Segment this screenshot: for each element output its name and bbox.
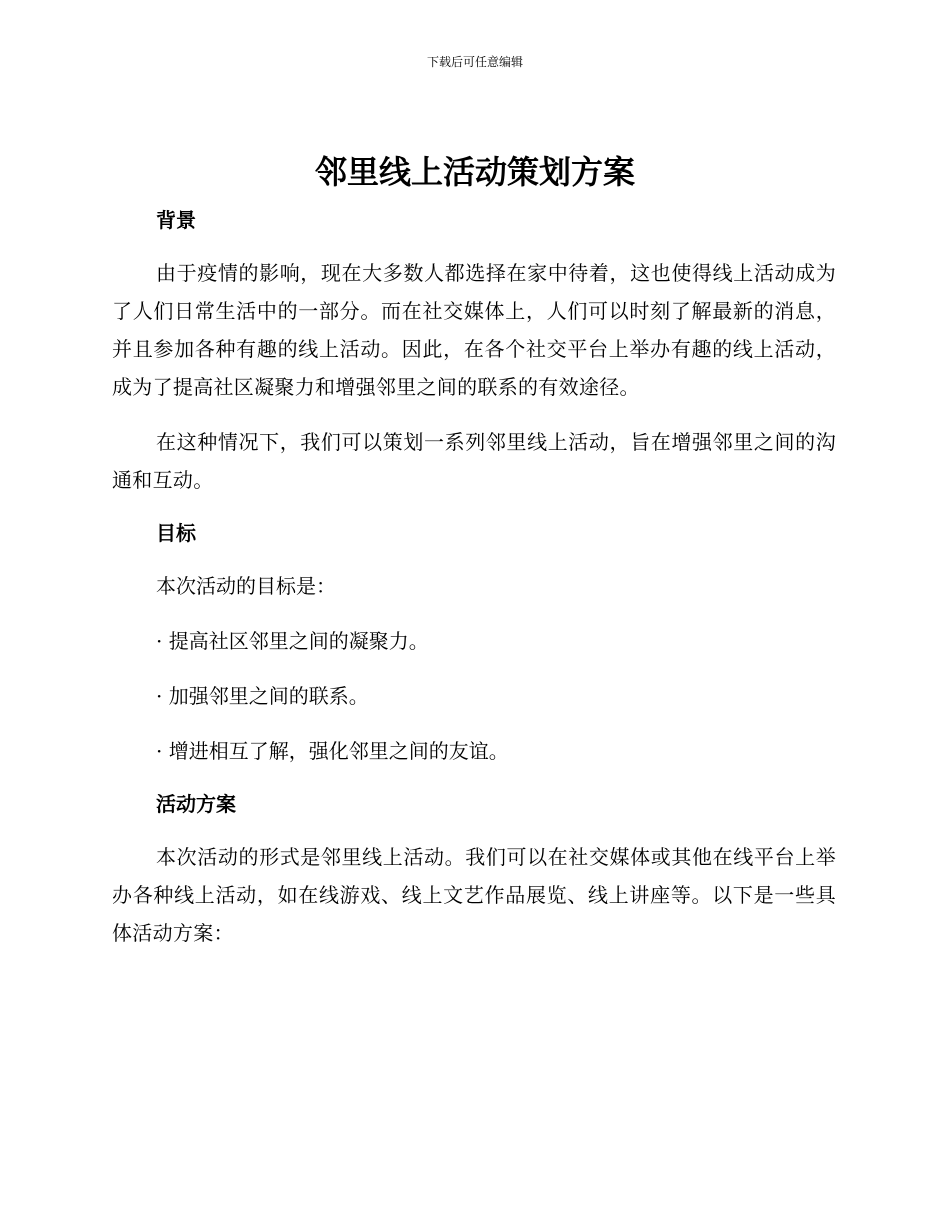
goal-item-3: · 增进相互了解，强化邻里之间的友谊。 — [156, 739, 509, 763]
goals-intro: 本次活动的目标是： — [156, 574, 336, 598]
background-paragraph-1: 由于疫情的影响，现在大多数人都选择在家中待着，这也使得线上活动成为了人们日常生活中的一部分。而在社交媒体上，人们可以时刻了解最新的消息，并且参加各种有趣的线上活动。因此，在各个社交平台上举办有趣的线上活动，成为了提高社区凝聚力和增强邻里之间的联系的有效途径。 — [112, 261, 836, 399]
plan-paragraph-1: 本次活动的形式是邻里线上活动。我们可以在社交媒体或其他在线平台上举办各种线上活动，如在线游戏、线上文艺作品展览、线上讲座等。以下是一些具体活动方案： — [112, 845, 836, 945]
page-title: 邻里线上活动策划方案 — [314, 153, 635, 191]
goal-item-1: · 提高社区邻里之间的凝聚力。 — [156, 629, 429, 653]
header-note: 下载后可任意编辑 — [426, 55, 523, 69]
section-heading-plan: 活动方案 — [156, 792, 236, 816]
section-heading-background: 背景 — [156, 208, 196, 232]
section-heading-goals: 目标 — [156, 521, 196, 545]
goal-item-2: · 加强邻里之间的联系。 — [156, 684, 369, 708]
document-body — [112, 203, 836, 952]
background-paragraph-2: 在这种情况下，我们可以策划一系列邻里线上活动，旨在增强邻里之间的沟通和互动。 — [112, 430, 836, 492]
